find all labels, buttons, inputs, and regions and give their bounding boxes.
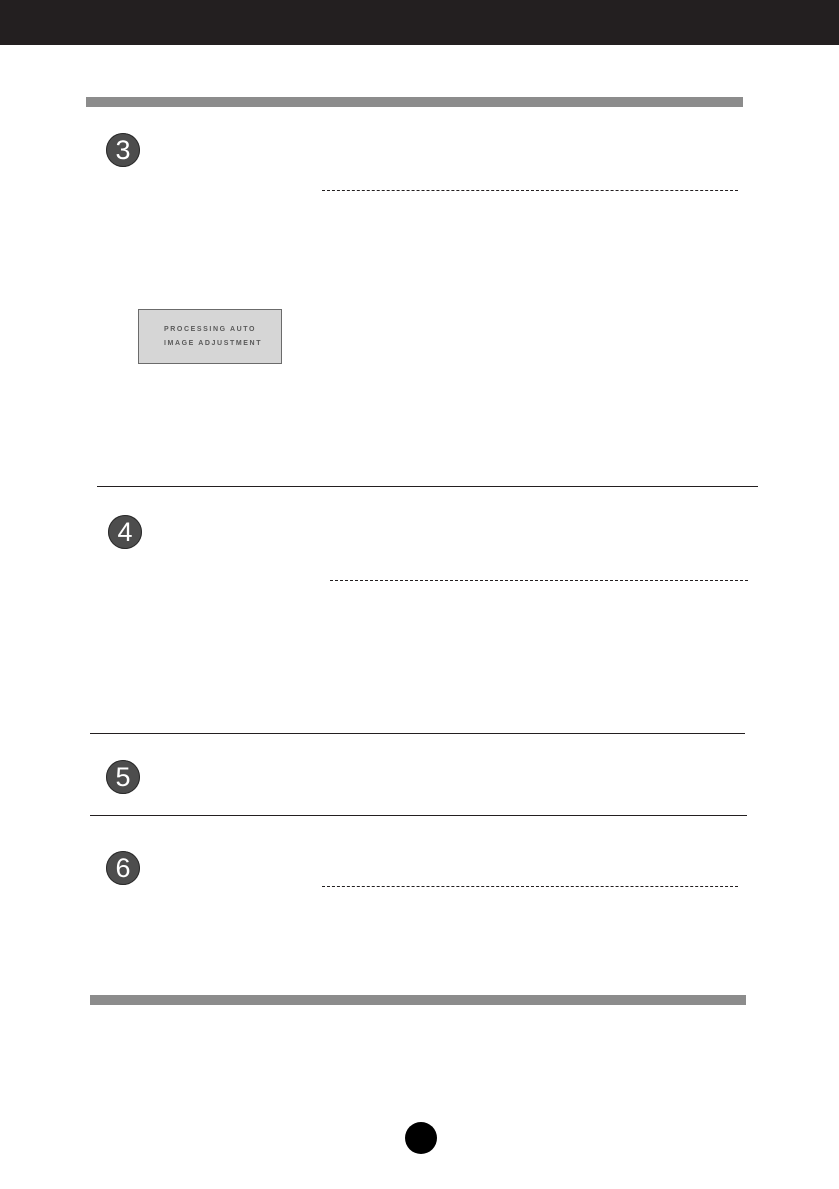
step-4-badge: 4 <box>108 515 142 549</box>
step-divider-5-6 <box>90 815 747 816</box>
bottom-section-rule <box>90 995 746 1005</box>
osd-message-box <box>138 309 282 364</box>
step-3-leader-line <box>322 190 738 191</box>
step-3-badge: 3 <box>106 133 140 167</box>
step-divider-4-5 <box>90 733 745 734</box>
page-number-dot <box>405 1122 437 1154</box>
top-section-rule <box>86 97 743 107</box>
osd-message-line-2: IMAGE ADJUSTMENT <box>164 340 263 347</box>
step-4-leader-line <box>330 580 748 581</box>
header-bar <box>0 0 839 45</box>
step-6-leader-line <box>322 886 738 887</box>
step-divider-3-4 <box>97 486 758 487</box>
step-6-badge: 6 <box>106 851 140 885</box>
step-5-badge: 5 <box>106 760 140 794</box>
osd-message-line-1: PROCESSING AUTO <box>164 326 257 333</box>
